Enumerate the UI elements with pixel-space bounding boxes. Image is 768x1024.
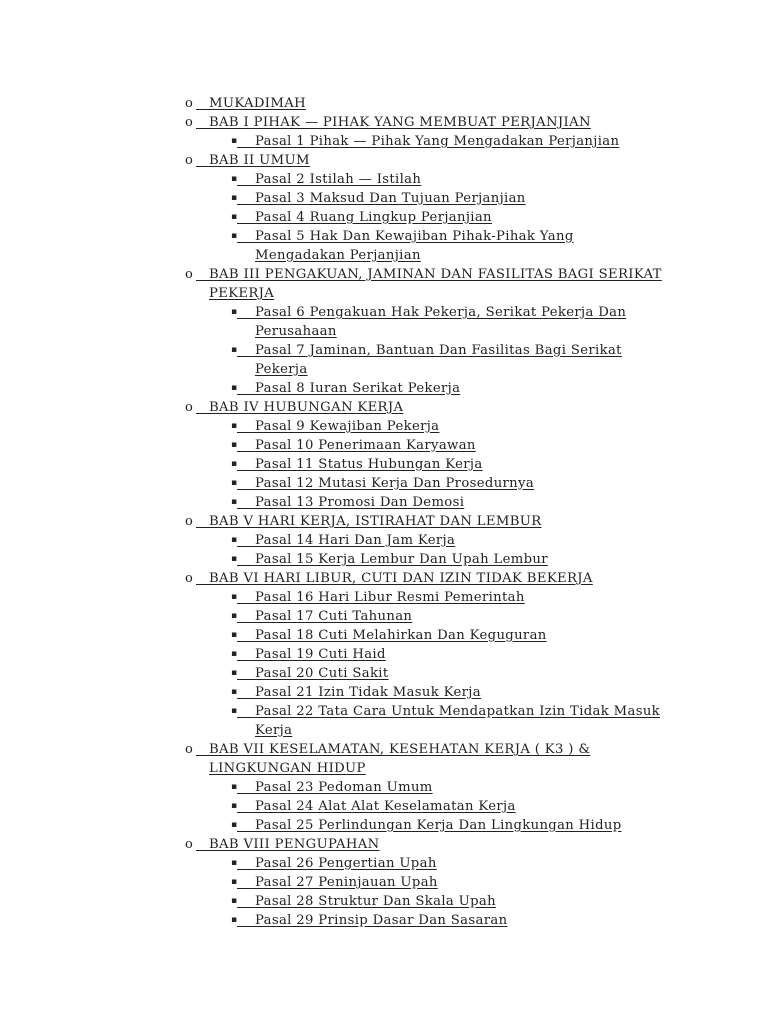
article-link[interactable]: Pasal 28 Struktur Dan Skala Upah — [255, 894, 496, 909]
link-underline-lead — [196, 148, 209, 167]
square-bullet-icon: ▪ — [231, 915, 238, 925]
link-underline-lead — [237, 680, 255, 699]
square-bullet-icon: ▪ — [231, 858, 238, 868]
toc-article — [185, 873, 665, 892]
link-underline-lead — [237, 604, 255, 623]
link-underline-lead — [237, 870, 255, 889]
circle-bullet-icon: o — [185, 96, 194, 111]
circle-bullet-icon: o — [185, 837, 194, 852]
article-link[interactable]: Pasal 12 Mutasi Kerja Dan Prosedurnya — [255, 476, 535, 491]
link-underline-lead — [237, 642, 255, 661]
toc-chapter — [185, 265, 665, 303]
square-bullet-icon: ▪ — [231, 383, 238, 393]
article-link[interactable]: Pasal 17 Cuti Tahunan — [255, 609, 413, 624]
toc-article — [185, 778, 665, 797]
link-underline-lead — [196, 91, 209, 110]
link-underline-lead — [237, 661, 255, 680]
toc-article — [185, 417, 665, 436]
toc-article — [185, 379, 665, 398]
link-underline-lead — [237, 167, 255, 186]
article-link[interactable]: Pasal 4 Ruang Lingkup Perjanjian — [255, 210, 492, 225]
square-bullet-icon: ▪ — [231, 782, 238, 792]
toc-article — [185, 436, 665, 455]
square-bullet-icon: ▪ — [231, 592, 238, 602]
article-link[interactable]: Pasal 5 Hak Dan Kewajiban Pihak-Pihak Yang Mengadakan Perjanjian — [255, 229, 574, 263]
article-link[interactable]: Pasal 21 Izin Tidak Masuk Kerja — [255, 685, 481, 700]
article-link[interactable]: Pasal 29 Prinsip Dasar Dan Sasaran — [255, 913, 508, 928]
link-underline-lead — [237, 129, 255, 148]
toc-article — [185, 664, 665, 683]
toc-chapter — [185, 94, 665, 113]
article-link[interactable]: Pasal 7 Jaminan, Bantuan Dan Fasilitas Bagi Serikat Pekerja — [255, 343, 622, 377]
table-of-contents — [185, 94, 665, 930]
toc-article — [185, 170, 665, 189]
article-link[interactable]: Pasal 26 Pengertian Upah — [255, 856, 437, 871]
square-bullet-icon: ▪ — [231, 174, 238, 184]
square-bullet-icon: ▪ — [231, 535, 238, 545]
article-link[interactable]: Pasal 22 Tata Cara Untuk Mendapatkan Izin Tidak Masuk Kerja — [255, 704, 661, 738]
link-underline-lead — [237, 813, 255, 832]
chapter-link[interactable]: BAB VIII PENGUPAHAN — [209, 837, 380, 852]
article-link[interactable]: Pasal 16 Hari Libur Resmi Pemerintah — [255, 590, 525, 605]
chapter-link[interactable]: BAB I PIHAK — PIHAK YANG MEMBUAT PERJANJIAN — [209, 115, 591, 130]
square-bullet-icon: ▪ — [231, 877, 238, 887]
toc-article — [185, 892, 665, 911]
article-link[interactable]: Pasal 14 Hari Dan Jam Kerja — [255, 533, 456, 548]
square-bullet-icon: ▪ — [231, 345, 238, 355]
circle-bullet-icon: o — [185, 400, 194, 415]
toc-chapter — [185, 151, 665, 170]
toc-article — [185, 626, 665, 645]
link-underline-lead — [237, 623, 255, 642]
circle-bullet-icon: o — [185, 742, 194, 757]
link-underline-lead — [196, 509, 209, 528]
square-bullet-icon: ▪ — [231, 440, 238, 450]
square-bullet-icon: ▪ — [231, 478, 238, 488]
toc-article — [185, 208, 665, 227]
toc-article — [185, 227, 665, 265]
toc-article — [185, 797, 665, 816]
article-link[interactable]: Pasal 3 Maksud Dan Tujuan Perjanjian — [255, 191, 526, 206]
link-underline-lead — [237, 471, 255, 490]
toc-chapter — [185, 398, 665, 417]
article-link[interactable]: Pasal 9 Kewajiban Pekerja — [255, 419, 440, 434]
toc-article — [185, 683, 665, 702]
article-link[interactable]: Pasal 19 Cuti Haid — [255, 647, 386, 662]
link-underline-lead — [237, 547, 255, 566]
toc-article — [185, 550, 665, 569]
square-bullet-icon: ▪ — [231, 231, 238, 241]
link-underline-lead — [196, 832, 209, 851]
square-bullet-icon: ▪ — [231, 421, 238, 431]
link-underline-lead — [237, 889, 255, 908]
toc-article — [185, 531, 665, 550]
square-bullet-icon: ▪ — [231, 706, 238, 716]
article-link[interactable]: Pasal 18 Cuti Melahirkan Dan Keguguran — [255, 628, 547, 643]
toc-chapter — [185, 835, 665, 854]
toc-article — [185, 702, 665, 740]
toc-article — [185, 303, 665, 341]
toc-article — [185, 911, 665, 930]
circle-bullet-icon: o — [185, 514, 194, 529]
square-bullet-icon: ▪ — [231, 136, 238, 146]
article-link[interactable]: Pasal 8 Iuran Serikat Pekerja — [255, 381, 461, 396]
article-link[interactable]: Pasal 24 Alat Alat Keselamatan Kerja — [255, 799, 516, 814]
article-link[interactable]: Pasal 10 Penerimaan Karyawan — [255, 438, 476, 453]
circle-bullet-icon: o — [185, 571, 194, 586]
square-bullet-icon: ▪ — [231, 212, 238, 222]
article-link[interactable]: Pasal 11 Status Hubungan Kerja — [255, 457, 483, 472]
square-bullet-icon: ▪ — [231, 307, 238, 317]
toc-article — [185, 816, 665, 835]
article-link[interactable]: Pasal 25 Perlindungan Kerja Dan Lingkungan Hidup — [255, 818, 622, 833]
circle-bullet-icon: o — [185, 153, 194, 168]
toc-chapter — [185, 113, 665, 132]
toc-article — [185, 493, 665, 512]
circle-bullet-icon: o — [185, 267, 194, 282]
square-bullet-icon: ▪ — [231, 896, 238, 906]
link-underline-lead — [196, 737, 209, 756]
square-bullet-icon: ▪ — [231, 497, 238, 507]
toc-article — [185, 854, 665, 873]
chapter-link[interactable]: BAB VII KESELAMATAN, KESEHATAN KERJA ( K3 ) & LINGKUNGAN HIDUP — [209, 742, 591, 776]
link-underline-lead — [237, 205, 255, 224]
square-bullet-icon: ▪ — [231, 554, 238, 564]
link-underline-lead — [237, 585, 255, 604]
chapter-link[interactable]: BAB V HARI KERJA, ISTIRAHAT DAN LEMBUR — [209, 514, 542, 529]
link-underline-lead — [237, 376, 255, 395]
chapter-link[interactable]: BAB II UMUM — [209, 153, 310, 168]
link-underline-lead — [237, 908, 255, 927]
toc-article — [185, 645, 665, 664]
square-bullet-icon: ▪ — [231, 668, 238, 678]
link-underline-lead — [237, 528, 255, 547]
link-underline-lead — [237, 452, 255, 471]
article-link[interactable]: Pasal 1 Pihak — Pihak Yang Mengadakan Perjanjian — [255, 134, 620, 149]
link-underline-lead — [196, 110, 209, 129]
link-underline-lead — [237, 414, 255, 433]
toc-chapter — [185, 512, 665, 531]
link-underline-lead — [196, 395, 209, 414]
toc-chapter — [185, 740, 665, 778]
article-link[interactable]: Pasal 27 Peninjauan Upah — [255, 875, 438, 890]
toc-article — [185, 341, 665, 379]
link-underline-lead — [196, 566, 209, 585]
toc-article — [185, 455, 665, 474]
circle-bullet-icon: o — [185, 115, 194, 130]
toc-article — [185, 474, 665, 493]
link-underline-lead — [237, 851, 255, 870]
toc-chapter — [185, 569, 665, 588]
square-bullet-icon: ▪ — [231, 801, 238, 811]
link-underline-lead — [237, 794, 255, 813]
article-link[interactable]: Pasal 2 Istilah — Istilah — [255, 172, 422, 187]
link-underline-lead — [237, 186, 255, 205]
chapter-link[interactable]: BAB VI HARI LIBUR, CUTI DAN IZIN TIDAK BEKERJA — [209, 571, 593, 586]
article-link[interactable]: Pasal 6 Pengakuan Hak Pekerja, Serikat Pekerja Dan Perusahaan — [255, 305, 627, 339]
link-underline-lead — [237, 490, 255, 509]
link-underline-lead — [196, 262, 209, 281]
square-bullet-icon: ▪ — [231, 820, 238, 830]
link-underline-lead — [237, 224, 255, 243]
square-bullet-icon: ▪ — [231, 687, 238, 697]
toc-article — [185, 607, 665, 626]
square-bullet-icon: ▪ — [231, 649, 238, 659]
link-underline-lead — [237, 433, 255, 452]
link-underline-lead — [237, 338, 255, 357]
chapter-link[interactable]: BAB III PENGAKUAN, JAMINAN DAN FASILITAS BAGI SERIKAT PEKERJA — [209, 267, 662, 301]
square-bullet-icon: ▪ — [231, 459, 238, 469]
toc-article — [185, 132, 665, 151]
chapter-link[interactable]: BAB IV HUBUNGAN KERJA — [209, 400, 404, 415]
link-underline-lead — [237, 775, 255, 794]
article-link[interactable]: Pasal 20 Cuti Sakit — [255, 666, 389, 681]
article-link[interactable]: Pasal 13 Promosi Dan Demosi — [255, 495, 465, 510]
toc-article — [185, 588, 665, 607]
square-bullet-icon: ▪ — [231, 193, 238, 203]
link-underline-lead — [237, 300, 255, 319]
square-bullet-icon: ▪ — [231, 630, 238, 640]
link-underline-lead — [237, 699, 255, 718]
article-link[interactable]: Pasal 23 Pedoman Umum — [255, 780, 433, 795]
article-link[interactable]: Pasal 15 Kerja Lembur Dan Upah Lembur — [255, 552, 548, 567]
toc-article — [185, 189, 665, 208]
square-bullet-icon: ▪ — [231, 611, 238, 621]
chapter-link[interactable]: MUKADIMAH — [209, 96, 306, 111]
